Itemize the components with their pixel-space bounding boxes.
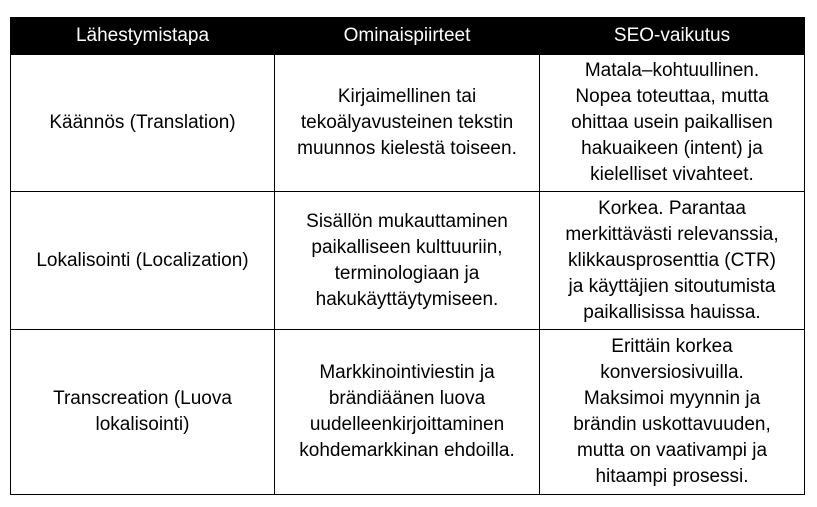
- cell-line: kielelliset vivahteet.: [590, 164, 754, 185]
- seo-impact-cell: [540, 55, 805, 192]
- cell-line: ohittaa usein paikallisen: [571, 112, 773, 133]
- header-row: [11, 18, 805, 55]
- seo-impact-cell: [540, 192, 805, 330]
- header-features: Ominaispiirteet: [275, 18, 540, 55]
- cell-line: Sisällön mukauttaminen: [306, 210, 508, 232]
- cell-line: Käännös (Translation): [49, 112, 236, 133]
- cell-line: paikallisissa hauissa.: [583, 301, 761, 323]
- features-cell: [275, 330, 540, 495]
- cell-line: terminologiaan ja: [334, 262, 480, 284]
- cell-line: Matala–kohtuullinen.: [584, 60, 760, 81]
- cell-line: Kirjaimellinen tai: [337, 86, 477, 107]
- features-cell: [275, 55, 540, 192]
- cell-line: merkittävästi relevanssia,: [565, 223, 779, 245]
- cell-line: konversiosivuilla.: [600, 362, 744, 383]
- cell-line: lokalisointi): [95, 414, 190, 435]
- header-seo-impact: SEO-vaikutus: [540, 18, 805, 55]
- cell-line: hakukäyttäytymiseen.: [315, 288, 499, 310]
- table-row: [11, 330, 805, 495]
- cell-line: Erittäin korkea: [611, 336, 733, 357]
- cell-line: mutta on vaativampi ja: [576, 440, 768, 461]
- cell-line: kohdemarkkinan ehdoilla.: [299, 440, 515, 461]
- cell-line: Transcreation (Luova: [53, 388, 232, 409]
- cell-line: paikalliseen kulttuuriin,: [311, 236, 503, 258]
- cell-line: brändiäänen luova: [328, 388, 486, 409]
- features-cell: [275, 192, 540, 330]
- cell-line: Lokalisointi (Localization): [36, 249, 249, 271]
- cell-line: brändin uskottavuuden,: [573, 414, 771, 435]
- seo-impact-cell: [540, 330, 805, 495]
- header-approach: Lähestymistapa: [11, 18, 275, 55]
- cell-line: klikkausprosenttia (CTR): [568, 249, 776, 271]
- cell-line: muunnos kielestä toiseen.: [297, 138, 517, 159]
- cell-line: hakuaikeen (intent) ja: [581, 138, 763, 159]
- approach-cell: [11, 330, 275, 495]
- approach-cell: [11, 55, 275, 192]
- table-row: [11, 55, 805, 192]
- cell-line: ja käyttäjien sitoutumista: [568, 275, 776, 297]
- cell-line: Maksimoi myynnin ja: [583, 388, 761, 409]
- cell-line: Nopea toteuttaa, mutta: [575, 86, 769, 107]
- cell-line: Markkinointiviestin ja: [319, 362, 495, 383]
- table-row: [11, 192, 805, 330]
- cell-line: hitaampi prosessi.: [595, 466, 749, 487]
- seo-comparison-table: [10, 17, 805, 495]
- cell-line: uudelleenkirjoittaminen: [309, 414, 505, 435]
- cell-line: Korkea. Parantaa: [598, 197, 746, 219]
- cell-line: tekoälyavusteinen tekstin: [300, 112, 514, 133]
- approach-cell: [11, 192, 275, 330]
